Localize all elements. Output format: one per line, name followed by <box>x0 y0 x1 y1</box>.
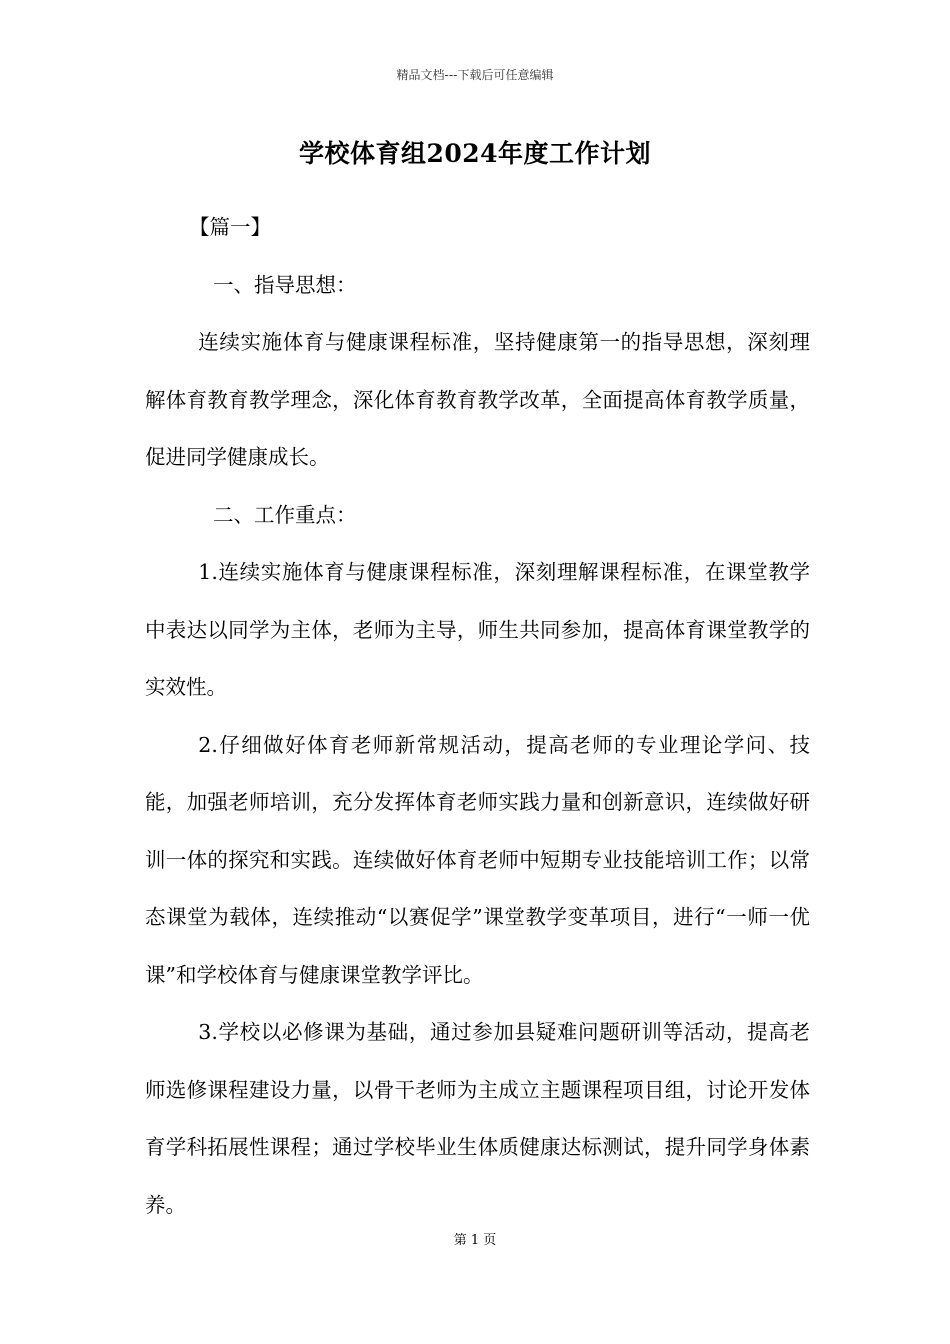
document-body <box>145 199 810 1234</box>
heading-guiding-ideology: 一、指导思想： <box>213 272 357 297</box>
page-header-note: 精品文档---下载后可任意编辑 <box>396 68 554 82</box>
page-number: 第 1 页 <box>453 1233 497 1248</box>
section-label: 【篇一】 <box>189 215 271 239</box>
paragraph-guiding-ideology: 连续实施体育与健康课程标准，坚持健康第一的指导思想，深刻理解体育教育教学理念，深化体育教育教学改革，全面提高体育教学质量，促进同学健康成长。 <box>145 330 810 469</box>
paragraph-item-1: 1.连续实施体育与健康课程标准，深刻理解课程标准，在课堂教学中表达以同学为主体，老师为主导，师生共同参加，提高体育课堂教学的实效性。 <box>145 560 810 699</box>
paragraph-item-3: 3.学校以必修课为基础，通过参加县疑难问题研训等活动，提高老师选修课程建设力量，以骨干老师为主成立主题课程项目组，讨论开发体育学科拓展性课程；通过学校毕业生体质健康达标测试，提升同学身体素养。 <box>145 1020 810 1217</box>
heading-work-focus: 二、工作重点： <box>213 502 357 527</box>
document-title: 学校体育组2024年度工作计划 <box>298 139 652 168</box>
paragraph-item-2: 2.仔细做好体育老师新常规活动，提高老师的专业理论学问、技能，加强老师培训，充分发挥体育老师实践力量和创新意识，连续做好研训一体的探究和实践。连续做好体育老师中短期专业技能培训工作；以常态课堂为载体，连续推动“以赛促学”课堂教学变革项目，进行“一师一优课”和学校体育与健康课堂教学评比。 <box>145 732 810 987</box>
